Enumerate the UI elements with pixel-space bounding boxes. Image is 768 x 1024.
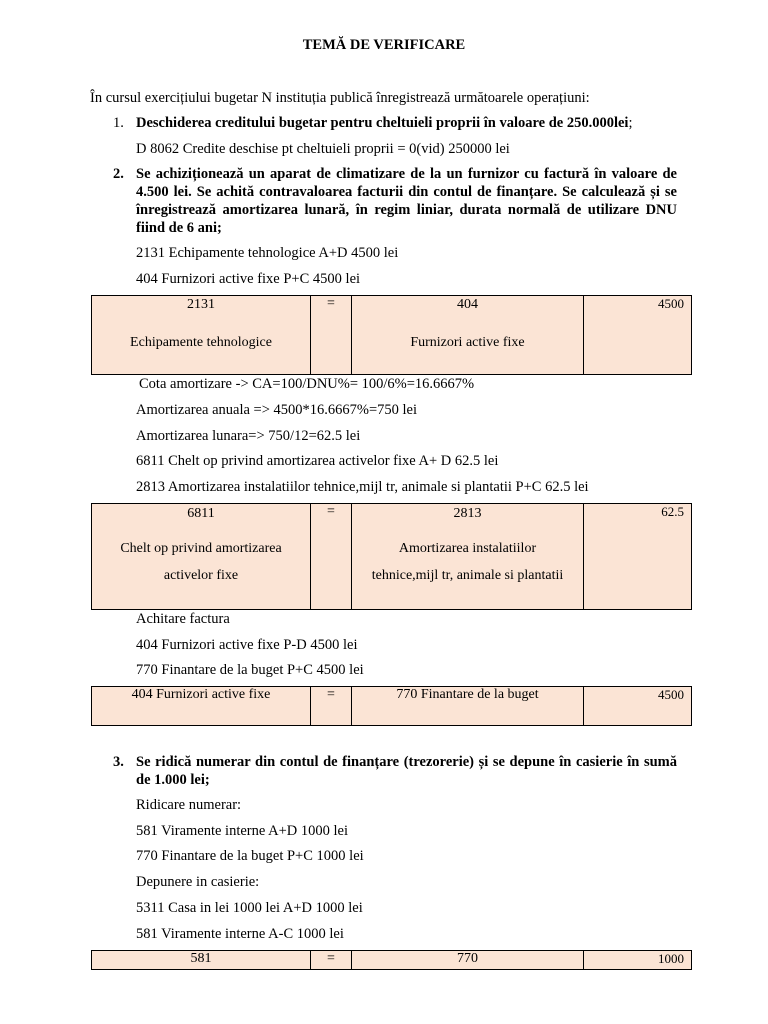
- t2-debit-cell: [92, 504, 311, 610]
- op3-line-1: 581 Viramente interne A+D 1000 lei: [136, 823, 349, 839]
- op3-text: Se ridică numerar din contul de finanțare (trezorerie) și se depune în casierie în sumă de 1.000 lei;: [136, 754, 677, 788]
- t2-credit-name-1: Amortizarea instalatiilor: [398, 541, 537, 556]
- t4-amount: 1000: [584, 951, 692, 970]
- document-title: TEMĂ DE VERIFICARE: [302, 37, 466, 53]
- op1-number: 1.: [113, 115, 124, 131]
- op2-line-b3: 6811 Chelt op privind amortizarea activelor fixe A+ D 62.5 lei: [136, 453, 499, 469]
- op2-line-a0: 2131 Echipamente tehnologice A+D 4500 lei: [136, 245, 399, 261]
- op2-line-b0: Cota amortizare -> CA=100/DNU%= 100/6%=16.6667%: [139, 376, 475, 392]
- op2-line-b4: 2813 Amortizarea instalatiilor tehnice,mijl tr, animale si plantatii P+C 62.5 lei: [136, 479, 589, 495]
- entry-table-4: [91, 950, 692, 970]
- t4-credit: 770: [352, 951, 584, 970]
- t1-amount: 4500: [584, 296, 692, 375]
- t4-eq: =: [311, 951, 352, 970]
- t2-credit-cell: [352, 504, 584, 610]
- intro-text: În cursul exercițiului bugetar N instituția publică înregistrează următoarele operațiuni:: [90, 90, 590, 106]
- entry-table-3: [91, 686, 692, 726]
- t2-eq: =: [311, 504, 352, 610]
- op3-line-0: Ridicare numerar:: [136, 797, 242, 813]
- op3-number: 3.: [113, 754, 124, 770]
- t1-credit-cell: [352, 296, 584, 375]
- t2-debit-name-2: activelor fixe: [163, 568, 239, 583]
- op1-heading: [136, 114, 632, 132]
- t2-debit-code: 6811: [187, 506, 215, 521]
- t2-credit-name-2: tehnice,mijl tr, animale si plantatii: [371, 568, 564, 583]
- t2-amount: 62.5: [584, 504, 692, 610]
- t1-debit-name: Echipamente tehnologice: [130, 335, 272, 350]
- entry-table-1: [91, 295, 692, 375]
- op2-line-c0: Achitare factura: [136, 611, 230, 627]
- op3-line-2: 770 Finantare de la buget P+C 1000 lei: [136, 848, 364, 864]
- t1-debit-code: 2131: [187, 297, 215, 312]
- t4-debit: 581: [92, 951, 311, 970]
- op2-number: 2.: [113, 166, 124, 182]
- t3-credit: 770 Finantare de la buget: [352, 687, 584, 726]
- op1-text: Deschiderea creditului bugetar pentru cheltuieli proprii în valoare de 250.000lei: [136, 115, 629, 131]
- op2-line-a1: 404 Furnizori active fixe P+C 4500 lei: [136, 271, 361, 287]
- op3-line-4: 5311 Casa in lei 1000 lei A+D 1000 lei: [136, 900, 363, 916]
- t1-debit-cell: [92, 296, 311, 375]
- op2-line-b2: Amortizarea lunara=> 750/12=62.5 lei: [136, 428, 361, 444]
- t1-credit-code: 404: [457, 297, 478, 312]
- op3-line-5: 581 Viramente interne A-C 1000 lei: [136, 926, 344, 942]
- t2-debit-name-1: Chelt op privind amortizarea: [120, 541, 282, 556]
- t1-eq: =: [311, 296, 352, 375]
- op1-suffix: ;: [628, 115, 633, 131]
- t3-amount: 4500: [584, 687, 692, 726]
- op2-line-c1: 404 Furnizori active fixe P-D 4500 lei: [136, 637, 358, 653]
- op2-line-b1: Amortizarea anuala => 4500*16.6667%=750 lei: [136, 402, 418, 418]
- op3-line-3: Depunere in casierie:: [136, 874, 260, 890]
- op2-line-c2: 770 Finantare de la buget P+C 4500 lei: [136, 662, 364, 678]
- t3-eq: =: [311, 687, 352, 726]
- t2-credit-code: 2813: [453, 506, 482, 521]
- t3-debit: 404 Furnizori active fixe: [92, 687, 311, 726]
- entry-table-2: [91, 503, 692, 610]
- t1-credit-name: Furnizori active fixe: [410, 335, 525, 350]
- op1-line: D 8062 Credite deschise pt cheltuieli proprii = 0(vid) 250000 lei: [136, 141, 510, 157]
- op2-text: Se achiziționează un aparat de climatizare de la un furnizor cu factură în valoare de 4.500 lei. Se achită contravaloarea facturii din contul de finanțare. Se calculează și se înregistrează amortizarea lunară, în regim liniar, durata normală de utilizare DNU fiind de 6 ani;: [136, 166, 677, 236]
